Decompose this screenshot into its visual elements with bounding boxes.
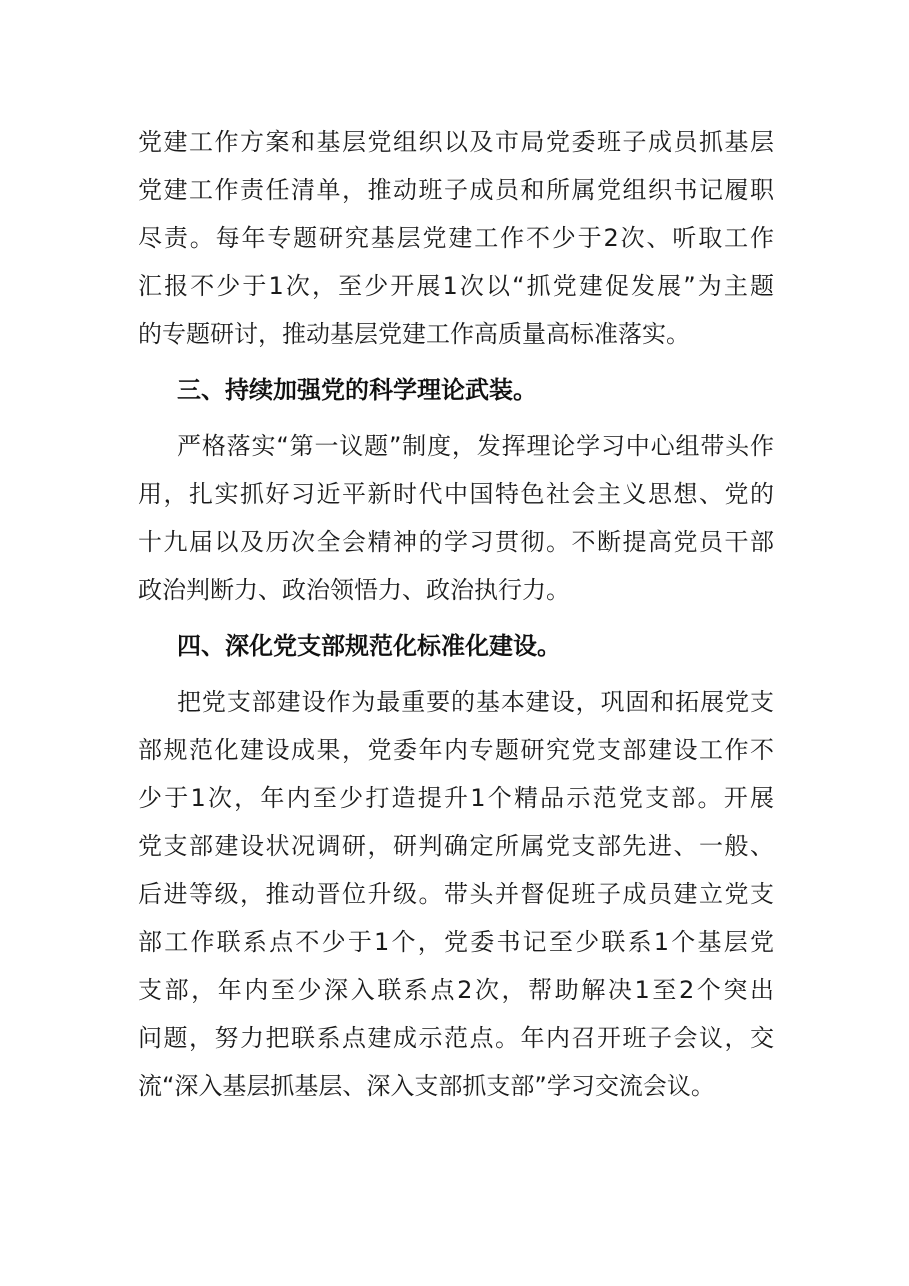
- paragraph-line: 汇报不少于1次，至少开展1次以“抓党建促发展”为主题: [138, 272, 774, 300]
- paragraph-line: 党建工作方案和基层党组织以及市局党委班子成员抓基层: [138, 128, 774, 156]
- paragraph-line: 党建工作责任清单，推动班子成员和所属党组织书记履职: [138, 176, 774, 204]
- paragraph-line: 问题，努力把联系点建成示范点。年内召开班子会议，交: [138, 1024, 774, 1052]
- paragraph-party-building-plan: [138, 118, 774, 358]
- paragraph-line: 十九届以及历次全会精神的学习贯彻。不断提高党员干部: [138, 528, 774, 556]
- paragraph-line: 部规范化建设成果，党委年内专题研究党支部建设工作不: [138, 736, 774, 764]
- paragraph-line: 支部，年内至少深入联系点2次，帮助解决1至2个突出: [138, 976, 774, 1004]
- paragraph-line: 部工作联系点不少于1个，党委书记至少联系1个基层党: [138, 928, 774, 956]
- paragraph-line: 流“深入基层抓基层、深入支部抓支部”学习交流会议。: [138, 1072, 715, 1100]
- paragraph-branch-building: [138, 678, 774, 1110]
- paragraph-line: 的专题研讨，推动基层党建工作高质量高标准落实。: [138, 320, 690, 348]
- paragraph-line: 尽责。每年专题研究基层党建工作不少于2次、听取工作: [138, 224, 774, 252]
- section-heading-theory-arming: 三、持续加强党的科学理论武装。: [177, 376, 537, 404]
- document-body: [138, 118, 774, 1118]
- paragraph-line: 党支部建设状况调研，研判确定所属党支部先进、一般、: [138, 832, 774, 860]
- paragraph-line: 少于1次，年内至少打造提升1个精品示范党支部。开展: [138, 784, 774, 812]
- paragraph-theory-study: [138, 422, 774, 614]
- paragraph-line: 严格落实“第一议题”制度，发挥理论学习中心组带头作: [177, 432, 774, 460]
- paragraph-line: 政治判断力、政治领悟力、政治执行力。: [138, 576, 570, 604]
- paragraph-line: 后进等级，推动晋位升级。带头并督促班子成员建立党支: [138, 880, 774, 908]
- paragraph-line: 把党支部建设作为最重要的基本建设，巩固和拓展党支: [177, 688, 774, 716]
- section-heading-branch-standardization: 四、深化党支部规范化标准化建设。: [177, 632, 561, 660]
- paragraph-line: 用，扎实抓好习近平新时代中国特色社会主义思想、党的: [138, 480, 774, 508]
